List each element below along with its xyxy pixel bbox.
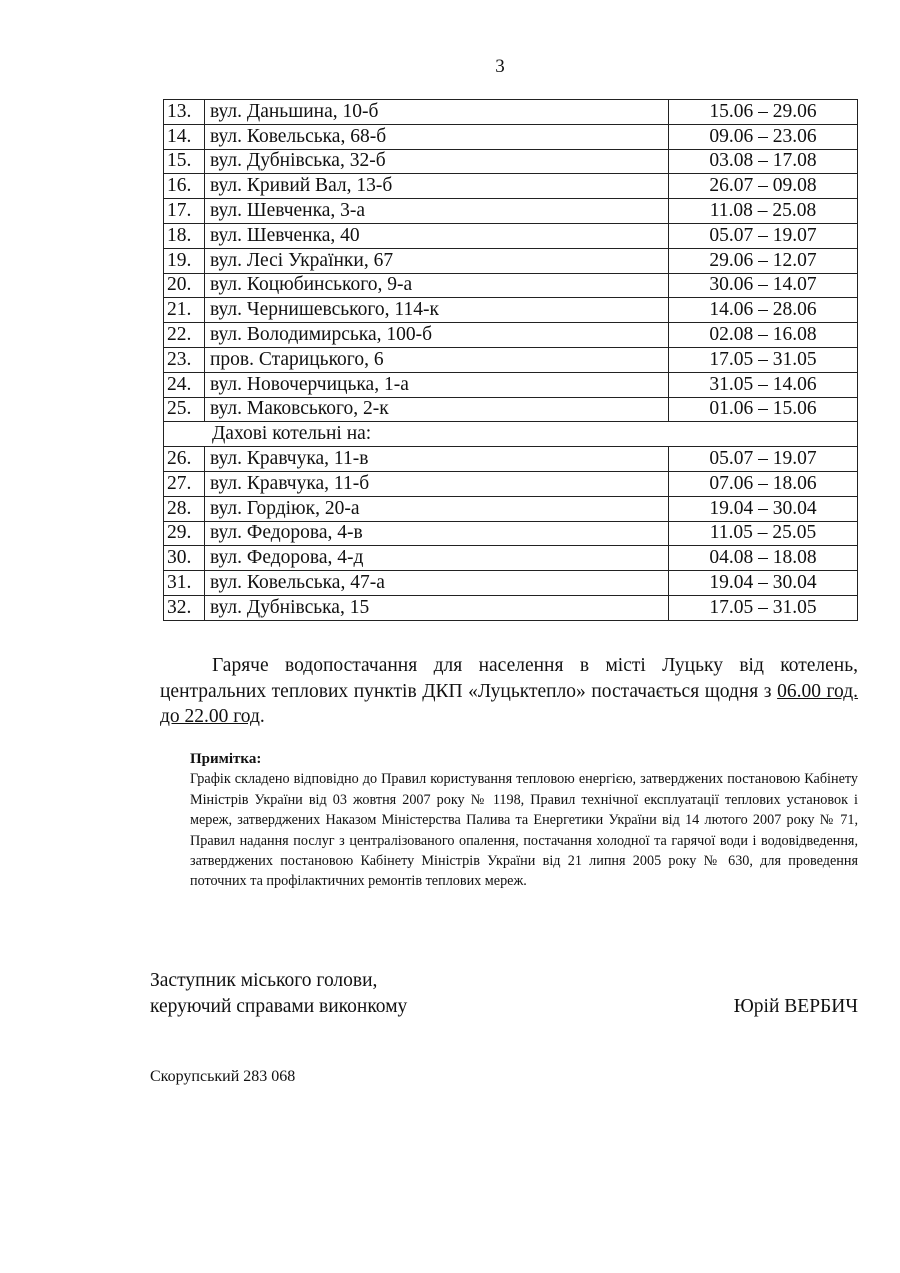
row-address: вул. Федорова, 4-д xyxy=(205,546,669,571)
row-number: 16. xyxy=(164,174,205,199)
row-number: 26. xyxy=(164,447,205,472)
table-row xyxy=(164,124,858,149)
row-period: 07.06 – 18.06 xyxy=(669,471,858,496)
row-number: 22. xyxy=(164,323,205,348)
hot-water-text: Гаряче водопостачання для населення в місті Луцьку від котелень, центральних теплових пунктів ДКП «Луцьктепло» постачається щодня з xyxy=(160,655,858,702)
schedule-table xyxy=(163,99,858,621)
row-address: вул. Шевченка, 3-а xyxy=(205,199,669,224)
table-row xyxy=(164,323,858,348)
table-row xyxy=(164,100,858,125)
row-period: 02.08 – 16.08 xyxy=(669,323,858,348)
row-number: 31. xyxy=(164,571,205,596)
row-address: вул. Кравчука, 11-в xyxy=(205,447,669,472)
row-period: 26.07 – 09.08 xyxy=(669,174,858,199)
row-address: вул. Дубнівська, 15 xyxy=(205,595,669,620)
row-number: 20. xyxy=(164,273,205,298)
table-row xyxy=(164,397,858,422)
hot-water-end: . xyxy=(259,706,265,727)
executor-contact: Скорупський 283 068 xyxy=(150,1068,296,1085)
row-number: 19. xyxy=(164,248,205,273)
section-label: Дахові котельні на: xyxy=(164,422,858,447)
row-period: 05.07 – 19.07 xyxy=(669,447,858,472)
row-number: 28. xyxy=(164,496,205,521)
row-address: вул. Шевченка, 40 xyxy=(205,223,669,248)
table-row xyxy=(164,521,858,546)
row-number: 24. xyxy=(164,372,205,397)
row-period: 11.05 – 25.05 xyxy=(669,521,858,546)
row-period: 01.06 – 15.06 xyxy=(669,397,858,422)
row-address: вул. Федорова, 4-в xyxy=(205,521,669,546)
row-number: 17. xyxy=(164,199,205,224)
row-period: 09.06 – 23.06 xyxy=(669,124,858,149)
row-period: 14.06 – 28.06 xyxy=(669,298,858,323)
hot-water-hours: 06.00 год. до 22.00 год xyxy=(160,680,859,727)
row-number: 23. xyxy=(164,347,205,372)
row-address: вул. Кривий Вал, 13-б xyxy=(205,174,669,199)
row-address: вул. Лесі Українки, 67 xyxy=(205,248,669,273)
row-period: 04.08 – 18.08 xyxy=(669,546,858,571)
hot-water-paragraph xyxy=(160,653,858,730)
section-row xyxy=(164,422,858,447)
row-address: вул. Маковського, 2-к xyxy=(205,397,669,422)
row-period: 19.04 – 30.04 xyxy=(669,496,858,521)
row-period: 17.05 – 31.05 xyxy=(669,347,858,372)
table-row xyxy=(164,347,858,372)
row-period: 17.05 – 31.05 xyxy=(669,595,858,620)
row-number: 32. xyxy=(164,595,205,620)
row-number: 14. xyxy=(164,124,205,149)
row-period: 11.08 – 25.08 xyxy=(669,199,858,224)
table-row xyxy=(164,273,858,298)
signatory-position-line2: керуючий справами виконкому xyxy=(150,996,408,1017)
schedule-rows-roof-boilers xyxy=(164,447,858,621)
page-number: 3 xyxy=(495,56,505,77)
table-row xyxy=(164,298,858,323)
row-address: вул. Коцюбинського, 9-а xyxy=(205,273,669,298)
table-row xyxy=(164,546,858,571)
signatory-name: Юрій ВЕРБИЧ xyxy=(733,996,858,1017)
row-number: 13. xyxy=(164,100,205,125)
table-row xyxy=(164,199,858,224)
signature-block xyxy=(150,968,858,1020)
row-period: 29.06 – 12.07 xyxy=(669,248,858,273)
row-address: вул. Кравчука, 11-б xyxy=(205,471,669,496)
row-address: вул. Даньшина, 10-б xyxy=(205,100,669,125)
schedule-rows-boilers xyxy=(164,100,858,422)
row-period: 15.06 – 29.06 xyxy=(669,100,858,125)
note-block xyxy=(190,749,858,892)
table-row xyxy=(164,174,858,199)
row-address: вул. Новочерчицька, 1-а xyxy=(205,372,669,397)
row-period: 05.07 – 19.07 xyxy=(669,223,858,248)
row-number: 25. xyxy=(164,397,205,422)
table-row xyxy=(164,372,858,397)
row-address: вул. Ковельська, 68-б xyxy=(205,124,669,149)
row-period: 03.08 – 17.08 xyxy=(669,149,858,174)
signatory-position-line1: Заступник міського голови, xyxy=(150,970,378,991)
row-period: 30.06 – 14.07 xyxy=(669,273,858,298)
table-row xyxy=(164,595,858,620)
table-row xyxy=(164,149,858,174)
table-row xyxy=(164,471,858,496)
row-number: 21. xyxy=(164,298,205,323)
row-number: 27. xyxy=(164,471,205,496)
table-row xyxy=(164,248,858,273)
row-period: 31.05 – 14.06 xyxy=(669,372,858,397)
schedule-section-roof-boilers xyxy=(164,422,858,447)
row-number: 29. xyxy=(164,521,205,546)
row-number: 15. xyxy=(164,149,205,174)
table-row xyxy=(164,447,858,472)
table-row xyxy=(164,571,858,596)
row-address: вул. Дубнівська, 32-б xyxy=(205,149,669,174)
row-period: 19.04 – 30.04 xyxy=(669,571,858,596)
row-address: вул. Гордіюк, 20-а xyxy=(205,496,669,521)
row-number: 30. xyxy=(164,546,205,571)
row-address: вул. Володимирська, 100-б xyxy=(205,323,669,348)
row-address: пров. Старицького, 6 xyxy=(205,347,669,372)
table-row xyxy=(164,496,858,521)
table-row xyxy=(164,223,858,248)
row-number: 18. xyxy=(164,223,205,248)
row-address: вул. Ковельська, 47-а xyxy=(205,571,669,596)
row-address: вул. Чернишевського, 114-к xyxy=(205,298,669,323)
note-title: Примітка: xyxy=(190,751,262,767)
note-body: Графік складено відповідно до Правил користування тепловою енергією, затверджених постановою Кабінету Міністрів України від 03 жовтня 2007 року № 1198, Правил технічної експлуатації теплових установок і мереж, затверджених Наказом Міністерства Палива та Енергетики України від 14 лютого 2007 року № 71, Правил надання послуг з централізованого опалення, постачання холодної та гарячої води і водовідведення, затверджених постановою Кабінету Міністрів України від 21 липня 2005 року № 630, для проведення поточних та профілактичних ремонтів теплових мереж. xyxy=(190,771,858,890)
